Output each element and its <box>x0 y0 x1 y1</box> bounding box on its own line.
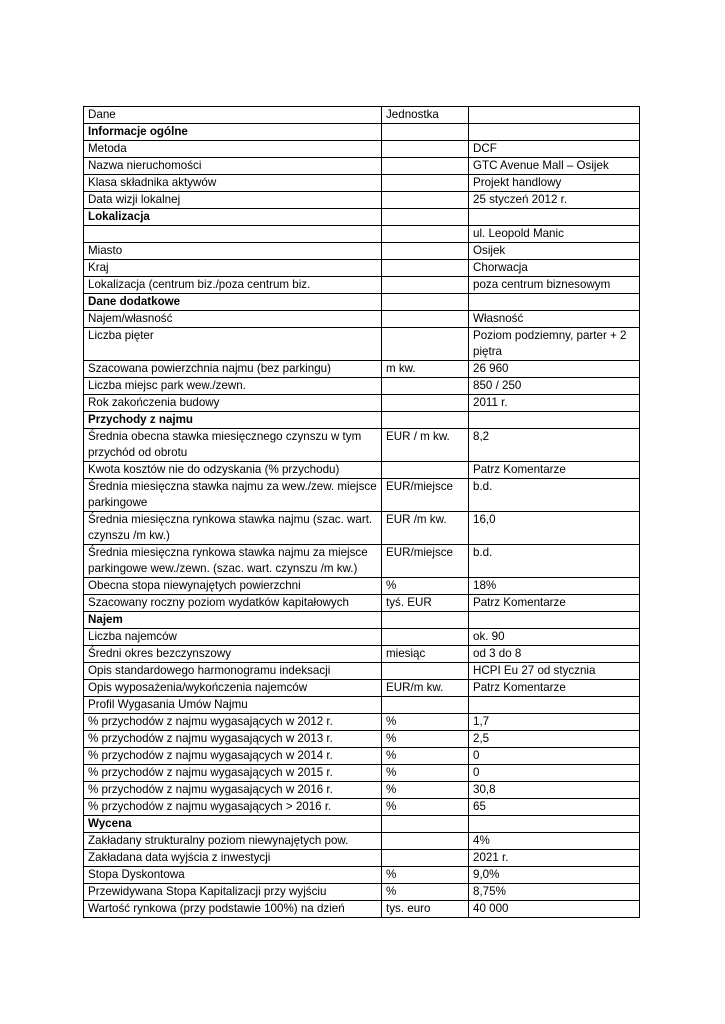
row-value-cell <box>469 697 640 714</box>
row-label-cell: Opis standardowego harmonogramu indeksacji <box>84 663 382 680</box>
row-label-cell: Liczba pięter <box>84 328 382 361</box>
row-value-cell: od 3 do 8 <box>469 646 640 663</box>
row-unit-cell <box>382 697 469 714</box>
row-value-cell: 1,7 <box>469 714 640 731</box>
row-unit-cell: % <box>382 782 469 799</box>
row-unit-cell: m kw. <box>382 361 469 378</box>
row-unit-cell <box>382 311 469 328</box>
row-unit-cell <box>382 850 469 867</box>
table-row <box>84 395 640 412</box>
row-label-cell: % przychodów z najmu wygasających w 2016 r. <box>84 782 382 799</box>
row-value-cell: b.d. <box>469 479 640 512</box>
row-unit-cell: EUR/miejsce <box>382 545 469 578</box>
row-unit-cell <box>382 412 469 429</box>
row-label-cell: Lokalizacja <box>84 209 382 226</box>
row-unit-cell <box>382 260 469 277</box>
row-label-cell: Zakładana data wyjścia z inwestycji <box>84 850 382 867</box>
row-value-cell: 65 <box>469 799 640 816</box>
row-unit-cell <box>382 209 469 226</box>
row-value-cell <box>469 816 640 833</box>
table-row <box>84 731 640 748</box>
row-label-cell: % przychodów z najmu wygasających w 2015 r. <box>84 765 382 782</box>
row-label-cell: Informacje ogólne <box>84 124 382 141</box>
row-value-cell: Projekt handlowy <box>469 175 640 192</box>
row-label-cell: Rok zakończenia budowy <box>84 395 382 412</box>
row-label-cell: Średnia miesięczna stawka najmu za wew./zew. miejsce parkingowe <box>84 479 382 512</box>
row-value-cell: 8,75% <box>469 884 640 901</box>
row-value-cell: 2021 r. <box>469 850 640 867</box>
row-value-cell: 0 <box>469 748 640 765</box>
table-row <box>84 833 640 850</box>
header-col-value <box>469 107 640 124</box>
header-col-unit: Jednostka <box>382 107 469 124</box>
section-header-row <box>84 816 640 833</box>
row-value-cell: Własność <box>469 311 640 328</box>
row-label-cell: Dane dodatkowe <box>84 294 382 311</box>
table-row <box>84 226 640 243</box>
table-row <box>84 328 640 361</box>
row-unit-cell: % <box>382 731 469 748</box>
row-unit-cell <box>382 226 469 243</box>
row-label-cell: % przychodów z najmu wygasających w 2012 r. <box>84 714 382 731</box>
row-label-cell: Klasa składnika aktywów <box>84 175 382 192</box>
table-row <box>84 782 640 799</box>
row-label-cell: Szacowana powierzchnia najmu (bez parkingu) <box>84 361 382 378</box>
row-unit-cell <box>382 816 469 833</box>
row-unit-cell: % <box>382 799 469 816</box>
row-value-cell: Patrz Komentarze <box>469 680 640 697</box>
section-header-row <box>84 124 640 141</box>
table-row <box>84 462 640 479</box>
table-row <box>84 748 640 765</box>
row-label-cell: Zakładany strukturalny poziom niewynajętych pow. <box>84 833 382 850</box>
table-row <box>84 512 640 545</box>
row-unit-cell: EUR / m kw. <box>382 429 469 462</box>
row-unit-cell <box>382 663 469 680</box>
row-unit-cell: tyś. EUR <box>382 595 469 612</box>
row-unit-cell: % <box>382 578 469 595</box>
table-row <box>84 663 640 680</box>
table-row <box>84 765 640 782</box>
table-row <box>84 850 640 867</box>
row-unit-cell: EUR/m kw. <box>382 680 469 697</box>
row-value-cell: 2,5 <box>469 731 640 748</box>
row-label-cell: Średni okres bezczynszowy <box>84 646 382 663</box>
table-row <box>84 697 640 714</box>
row-label-cell: Przychody z najmu <box>84 412 382 429</box>
table-row <box>84 646 640 663</box>
row-value-cell: poza centrum biznesowym <box>469 277 640 294</box>
row-value-cell: Patrz Komentarze <box>469 462 640 479</box>
table-row <box>84 141 640 158</box>
row-unit-cell <box>382 175 469 192</box>
row-value-cell: 4% <box>469 833 640 850</box>
row-label-cell: Przewidywana Stopa Kapitalizacji przy wyjściu <box>84 884 382 901</box>
row-label-cell: Miasto <box>84 243 382 260</box>
row-unit-cell <box>382 328 469 361</box>
row-label-cell: Nazwa nieruchomości <box>84 158 382 175</box>
table-row <box>84 884 640 901</box>
table-row <box>84 378 640 395</box>
row-value-cell <box>469 209 640 226</box>
property-data-table <box>83 106 640 918</box>
row-unit-cell <box>382 395 469 412</box>
row-value-cell <box>469 294 640 311</box>
section-header-row <box>84 412 640 429</box>
row-label-cell: Najem <box>84 612 382 629</box>
row-unit-cell <box>382 378 469 395</box>
row-unit-cell <box>382 612 469 629</box>
table-row <box>84 260 640 277</box>
row-unit-cell: miesiąc <box>382 646 469 663</box>
row-label-cell: Szacowany roczny poziom wydatków kapitałowych <box>84 595 382 612</box>
row-value-cell: 850 / 250 <box>469 378 640 395</box>
row-label-cell: Stopa Dyskontowa <box>84 867 382 884</box>
row-unit-cell: % <box>382 714 469 731</box>
row-value-cell <box>469 124 640 141</box>
table-row <box>84 901 640 918</box>
row-label-cell: Profil Wygasania Umów Najmu <box>84 697 382 714</box>
row-label-cell: Liczba miejsc park wew./zewn. <box>84 378 382 395</box>
row-label-cell: Opis wyposażenia/wykończenia najemców <box>84 680 382 697</box>
row-unit-cell: EUR/miejsce <box>382 479 469 512</box>
row-value-cell: 26 960 <box>469 361 640 378</box>
row-label-cell: % przychodów z najmu wygasających > 2016 r. <box>84 799 382 816</box>
row-value-cell: Patrz Komentarze <box>469 595 640 612</box>
row-label-cell: % przychodów z najmu wygasających w 2013 r. <box>84 731 382 748</box>
row-value-cell: b.d. <box>469 545 640 578</box>
row-unit-cell <box>382 243 469 260</box>
row-unit-cell <box>382 141 469 158</box>
row-unit-cell <box>382 124 469 141</box>
row-label-cell: Średnia miesięczna rynkowa stawka najmu za miejsce parkingowe wew./zewn. (szac. wart. czynszu /m kw.) <box>84 545 382 578</box>
table-row <box>84 545 640 578</box>
row-value-cell: HCPI Eu 27 od stycznia <box>469 663 640 680</box>
table-row <box>84 595 640 612</box>
table-row <box>84 799 640 816</box>
row-value-cell <box>469 412 640 429</box>
row-label-cell: % przychodów z najmu wygasających w 2014 r. <box>84 748 382 765</box>
row-unit-cell: % <box>382 867 469 884</box>
row-label-cell: Kwota kosztów nie do odzyskania (% przychodu) <box>84 462 382 479</box>
row-value-cell: 0 <box>469 765 640 782</box>
row-value-cell: Chorwacja <box>469 260 640 277</box>
row-label-cell: Wycena <box>84 816 382 833</box>
row-label-cell: Metoda <box>84 141 382 158</box>
table-header-row <box>84 107 640 124</box>
row-unit-cell <box>382 294 469 311</box>
row-value-cell: 25 styczeń 2012 r. <box>469 192 640 209</box>
table-body <box>84 107 640 918</box>
row-value-cell: GTC Avenue Mall – Osijek <box>469 158 640 175</box>
table-row <box>84 192 640 209</box>
row-value-cell: 16,0 <box>469 512 640 545</box>
row-unit-cell <box>382 462 469 479</box>
row-unit-cell: EUR /m kw. <box>382 512 469 545</box>
row-value-cell: ok. 90 <box>469 629 640 646</box>
row-value-cell <box>469 612 640 629</box>
row-unit-cell <box>382 833 469 850</box>
row-value-cell: 30,8 <box>469 782 640 799</box>
row-unit-cell: tys. euro <box>382 901 469 918</box>
row-unit-cell <box>382 277 469 294</box>
table-row <box>84 243 640 260</box>
table-row <box>84 629 640 646</box>
row-label-cell: Średnia miesięczna rynkowa stawka najmu (szac. wart. czynszu /m kw.) <box>84 512 382 545</box>
row-value-cell: 18% <box>469 578 640 595</box>
table-row <box>84 361 640 378</box>
table-row <box>84 311 640 328</box>
row-label-cell: Obecna stopa niewynajętych powierzchni <box>84 578 382 595</box>
table-row <box>84 277 640 294</box>
header-col-data: Dane <box>84 107 382 124</box>
row-label-cell: Data wizji lokalnej <box>84 192 382 209</box>
row-unit-cell <box>382 158 469 175</box>
table-row <box>84 479 640 512</box>
row-label-cell: Liczba najemców <box>84 629 382 646</box>
row-label-cell: Kraj <box>84 260 382 277</box>
row-value-cell: Osijek <box>469 243 640 260</box>
table-row <box>84 175 640 192</box>
row-unit-cell: % <box>382 884 469 901</box>
section-header-row <box>84 209 640 226</box>
row-value-cell: DCF <box>469 141 640 158</box>
row-value-cell: 9,0% <box>469 867 640 884</box>
row-label-cell: Średnia obecna stawka miesięcznego czynszu w tym przychód od obrotu <box>84 429 382 462</box>
row-unit-cell <box>382 192 469 209</box>
table-row <box>84 429 640 462</box>
section-header-row <box>84 294 640 311</box>
row-value-cell: Poziom podziemny, parter + 2 piętra <box>469 328 640 361</box>
row-value-cell: 40 000 <box>469 901 640 918</box>
row-unit-cell <box>382 629 469 646</box>
table-row <box>84 714 640 731</box>
section-header-row <box>84 612 640 629</box>
row-label-cell: Wartość rynkowa (przy podstawie 100%) na dzień <box>84 901 382 918</box>
table-row <box>84 680 640 697</box>
row-unit-cell: % <box>382 765 469 782</box>
table-row <box>84 158 640 175</box>
row-value-cell: 2011 r. <box>469 395 640 412</box>
row-label-cell: Lokalizacja (centrum biz./poza centrum biz. <box>84 277 382 294</box>
table-row <box>84 578 640 595</box>
table-row <box>84 867 640 884</box>
row-value-cell: ul. Leopold Manic <box>469 226 640 243</box>
row-label-cell <box>84 226 382 243</box>
row-unit-cell: % <box>382 748 469 765</box>
row-label-cell: Najem/własność <box>84 311 382 328</box>
row-value-cell: 8,2 <box>469 429 640 462</box>
